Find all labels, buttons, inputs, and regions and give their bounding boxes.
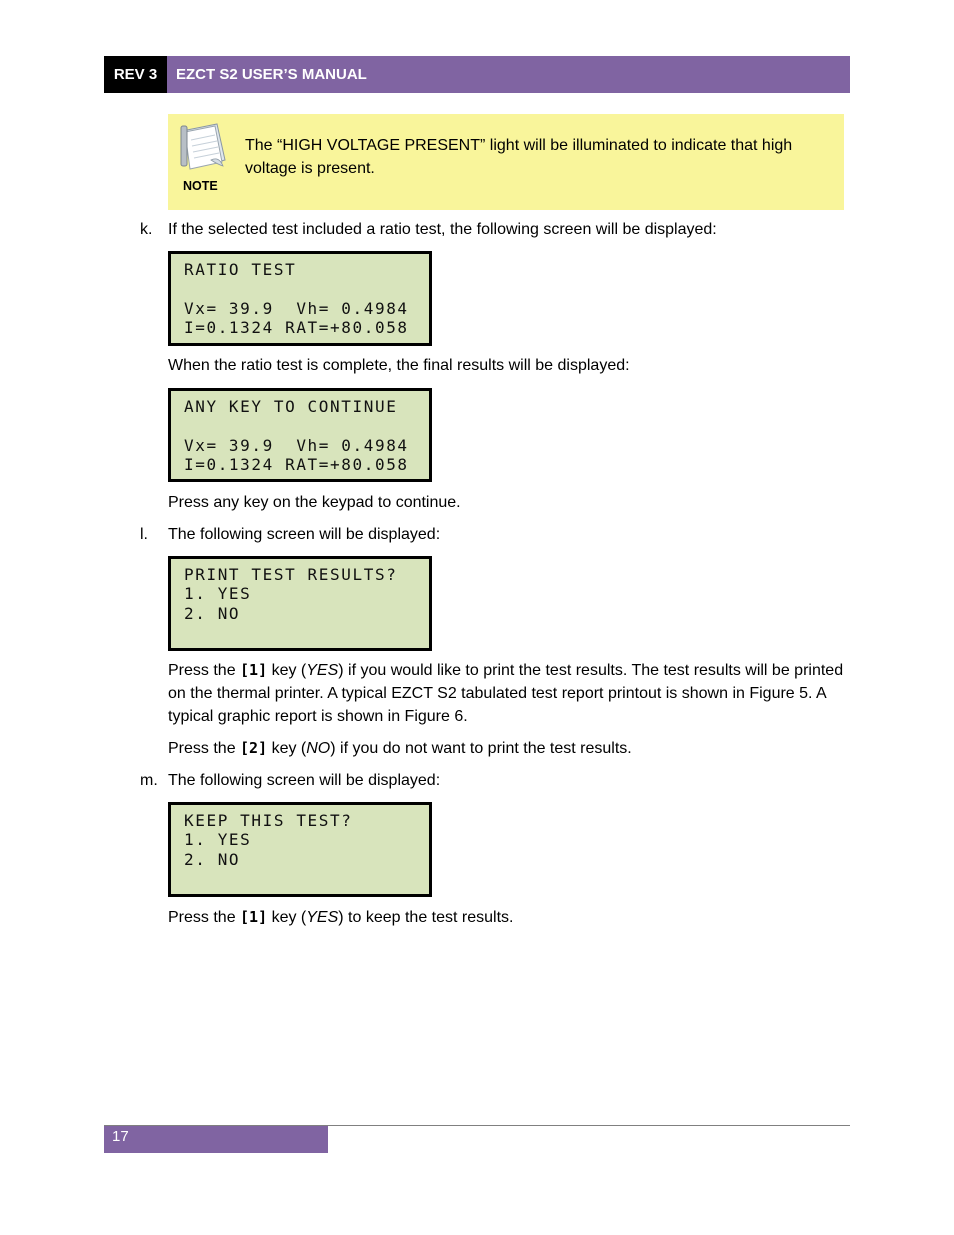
option-label: YES bbox=[306, 662, 339, 679]
step-k-text: If the selected test included a ratio test, the following screen will be displayed: bbox=[168, 221, 717, 238]
note-text: The “HIGH VOLTAGE PRESENT” light will be illuminated to indicate that high voltage is present. bbox=[245, 137, 793, 177]
text-run: key ( bbox=[267, 909, 307, 926]
lcd-screen-ratio-test bbox=[168, 251, 432, 346]
key-label: [1] bbox=[240, 661, 268, 679]
lcd-line: 2. NO bbox=[184, 849, 241, 869]
key-label: [2] bbox=[240, 739, 268, 757]
lcd-line: I=0.1324 RAT=+80.058 bbox=[184, 454, 409, 474]
page-number: 17 bbox=[104, 1126, 328, 1153]
lcd-screen-print-results bbox=[168, 556, 432, 651]
step-m-text: The following screen will be displayed: bbox=[168, 772, 441, 789]
lcd-line: I=0.1324 RAT=+80.058 bbox=[184, 317, 409, 337]
key-label: [1] bbox=[240, 908, 268, 926]
lcd-line: Vx= 39.9 Vh= 0.4984 bbox=[184, 298, 409, 318]
step-l-marker: l. bbox=[140, 526, 148, 543]
text-run: ) if you would like to print the test results. The test results will be printed on the thermal printer. A typical EZCT S2 tabulated test report printout is shown in Figure 5. A typical graphic report is shown in Figure 6. bbox=[168, 662, 844, 725]
lcd-line: ANY KEY TO CONTINUE bbox=[184, 397, 398, 416]
text-run: key ( bbox=[267, 740, 307, 757]
lcd-line: Vx= 39.9 Vh= 0.4984 bbox=[184, 435, 409, 455]
step-k-text-3: Press any key on the keypad to continue. bbox=[168, 494, 461, 511]
note-callout bbox=[168, 114, 844, 210]
lcd-screen-keep-test bbox=[168, 802, 432, 897]
note-label: NOTE bbox=[183, 179, 218, 193]
text-run: ) if you do not want to print the test results. bbox=[330, 740, 632, 757]
step-k-text-2: When the ratio test is complete, the final results will be displayed: bbox=[168, 357, 630, 374]
lcd-line bbox=[184, 279, 429, 298]
lcd-screen-any-key bbox=[168, 388, 432, 482]
step-k-marker: k. bbox=[140, 221, 153, 238]
step-m-marker: m. bbox=[140, 772, 158, 789]
option-label: YES bbox=[306, 909, 339, 926]
text-run: Press the bbox=[168, 909, 241, 926]
lcd-line: RATIO TEST bbox=[184, 260, 297, 279]
manual-title: EZCT S2 USER’S MANUAL bbox=[167, 56, 850, 93]
text-run: Press the bbox=[168, 662, 241, 679]
lcd-line bbox=[184, 416, 429, 435]
text-run: Press the bbox=[168, 740, 241, 757]
lcd-line: 1. YES bbox=[184, 830, 252, 850]
lcd-line: PRINT TEST RESULTS? bbox=[184, 565, 398, 584]
option-label: NO bbox=[306, 740, 331, 757]
text-run: ) to keep the test results. bbox=[338, 909, 514, 926]
notepad-icon bbox=[177, 120, 229, 172]
lcd-line: 1. YES bbox=[184, 584, 252, 604]
lcd-line: 2. NO bbox=[184, 603, 241, 623]
step-l-paragraph-no-print bbox=[168, 737, 844, 760]
page-header bbox=[104, 56, 850, 93]
step-m-paragraph-keep bbox=[168, 906, 844, 929]
lcd-line: KEEP THIS TEST? bbox=[184, 811, 353, 830]
text-run: key ( bbox=[267, 662, 307, 679]
step-l-text: The following screen will be displayed: bbox=[168, 526, 441, 543]
revision-label: REV 3 bbox=[104, 56, 167, 93]
step-l-paragraph-print bbox=[168, 659, 844, 728]
